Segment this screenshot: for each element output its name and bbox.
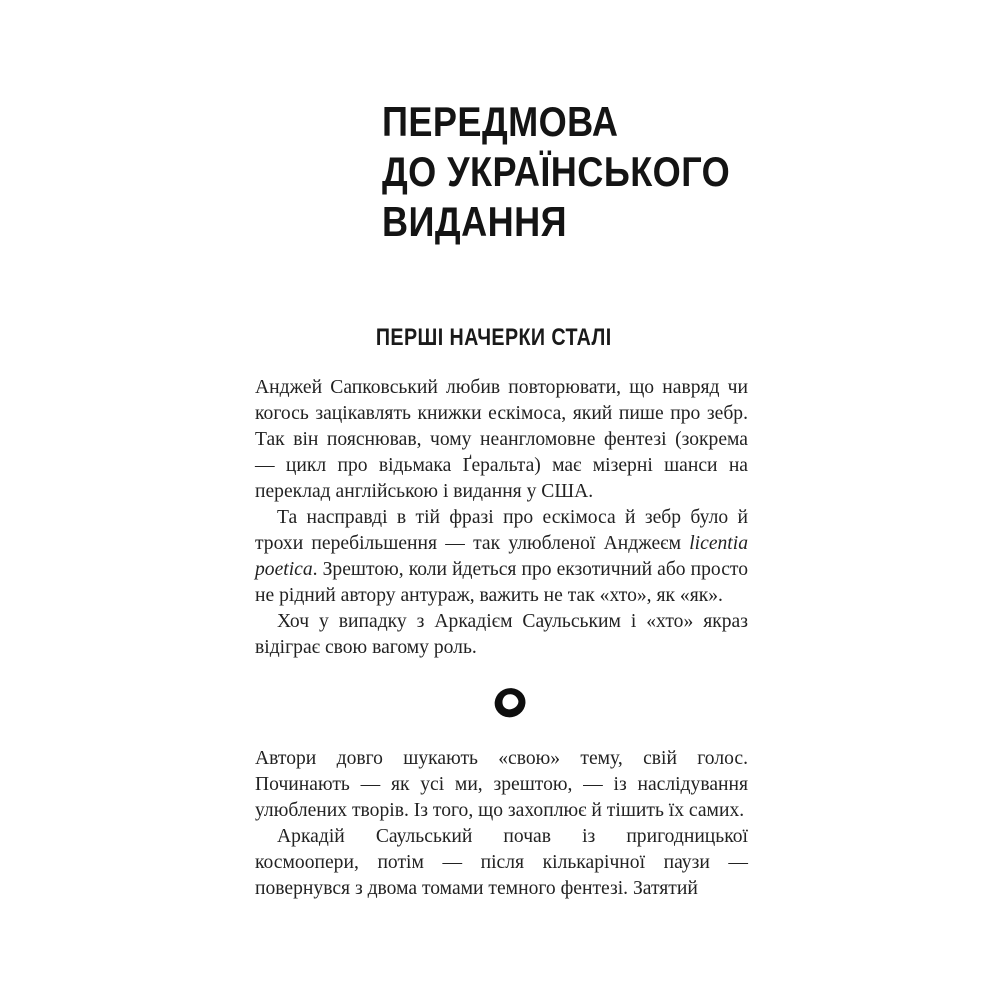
section-heading (255, 325, 748, 351)
ring-ornament-icon (491, 684, 529, 721)
latin-italic-phrase: licentia poetica (255, 533, 748, 580)
paragraph-1: Анджей Сапковський любив повторювати, що навряд чи когось зацікавлять книжки ескімоса, який пише про зебр. Так він пояснював, чому неангломовне фентезі (зокрема — цикл про відьмака Ґеральта) має мізерні шанси на переклад англійською і видання у США. (255, 377, 748, 502)
body-text-column (255, 375, 748, 902)
paragraph-2 (255, 505, 748, 609)
chapter-title-line-2: ДО УКРАЇНСЬКОГО (382, 148, 731, 195)
chapter-title-line-3: ВИДАННЯ (382, 198, 568, 245)
section-divider (255, 691, 748, 728)
paragraph-2-post: . Зрештою, коли йдеться про екзотичний або просто не рідний автору антураж, важить не так «хто», як «як». (255, 559, 748, 606)
section-heading-text: ПЕРШІ НАЧЕРКИ СТАЛІ (375, 324, 612, 351)
paragraph-5: Аркадій Саульський почав із пригодницької космоопери, потім — після кількарічної паузи — повернувся з двома томами темного фентезі. Затятий (255, 826, 748, 899)
chapter-title-line-1: ПЕРЕДМОВА (382, 98, 619, 145)
paragraph-2-pre: Та насправді в тій фразі про ескімоса й зебр було й трохи перебільшення — так улюбленої Анджеєм (255, 507, 748, 554)
paragraph-3: Хоч у випадку з Аркадієм Саульським і «хто» якраз відіграє свою вагому роль. (255, 611, 748, 658)
paragraph-4: Автори довго шукають «свою» тему, свій голос. Починають — як усі ми, зрештою, — із наслідування улюблених творів. Із того, що захоплює й тішить їх самих. (255, 748, 748, 821)
chapter-title (382, 97, 730, 247)
